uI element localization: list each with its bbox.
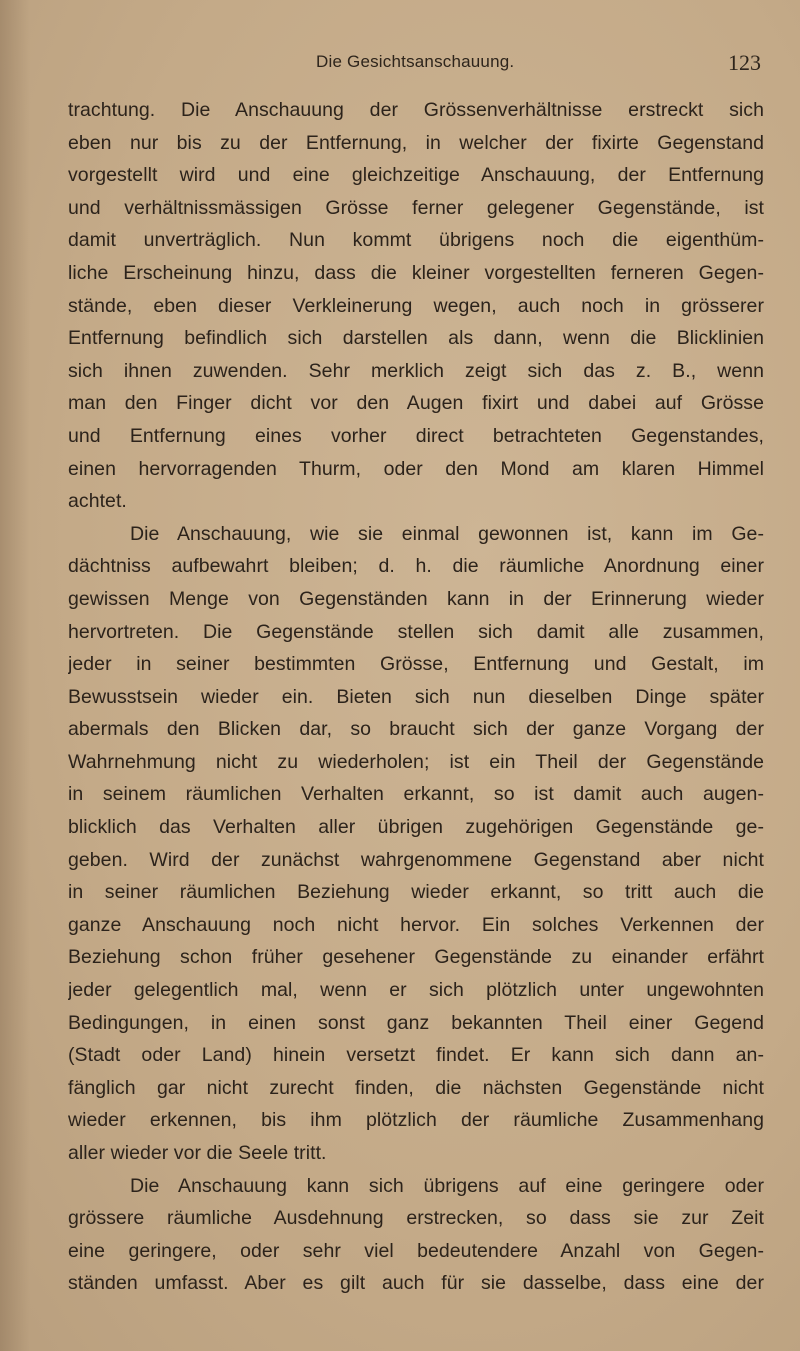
text-line: in seiner räumlichen Beziehung wieder erkannt, so tritt auch die bbox=[68, 881, 764, 904]
paragraph-start-line: Die Anschauung kann sich übrigens auf eine geringere oder bbox=[130, 1174, 764, 1197]
text-line: stände, eben dieser Verkleinerung wegen, auch noch in grösserer bbox=[68, 294, 764, 317]
text-line: (Stadt oder Land) hinein versetzt findet. Er kann sich dann an- bbox=[68, 1044, 764, 1067]
text-line: Beziehung schon früher gesehener Gegenstände zu einander erfährt bbox=[68, 946, 764, 969]
text-line: ständen umfasst. Aber es gilt auch für sie dasselbe, dass eine der bbox=[68, 1272, 764, 1295]
page-number: 123 bbox=[728, 50, 761, 75]
paragraph-start-line: Die Anschauung, wie sie einmal gewonnen ist, kann im Ge- bbox=[130, 522, 764, 545]
text-line: jeder gelegentlich mal, wenn er sich plötzlich unter ungewohnten bbox=[68, 979, 764, 1002]
text-line: gewissen Menge von Gegenständen kann in der Erinnerung wieder bbox=[68, 587, 764, 610]
text-line: blicklich das Verhalten aller übrigen zugehörigen Gegenstände ge- bbox=[68, 816, 764, 839]
text-line: abermals den Blicken dar, so braucht sich der ganze Vorgang der bbox=[68, 718, 764, 741]
text-line: jeder in seiner bestimmten Grösse, Entfernung und Gestalt, im bbox=[68, 653, 764, 676]
text-line: hervortreten. Die Gegenstände stellen sich damit alle zusammen, bbox=[68, 620, 764, 643]
text-line: vorgestellt wird und eine gleichzeitige Anschauung, der Entfernung bbox=[68, 164, 764, 187]
text-line: und verhältnissmässigen Grösse ferner gelegener Gegenstände, ist bbox=[68, 196, 764, 219]
text-line: achtet. bbox=[68, 490, 127, 513]
text-line: einen hervorragenden Thurm, oder den Mond am klaren Himmel bbox=[68, 457, 764, 480]
text-line: fänglich gar nicht zurecht finden, die nächsten Gegenstände nicht bbox=[68, 1076, 764, 1099]
text-line: Wahrnehmung nicht zu wiederholen; ist ein Theil der Gegenstände bbox=[68, 750, 764, 773]
text-line: man den Finger dicht vor den Augen fixirt und dabei auf Grösse bbox=[68, 392, 764, 415]
text-line: in seinem räumlichen Verhalten erkannt, so ist damit auch augen- bbox=[68, 783, 764, 806]
text-line: trachtung. Die Anschauung der Grössenverhältnisse erstreckt sich bbox=[68, 99, 764, 121]
text-line: und Entfernung eines vorher direct betrachteten Gegenstandes, bbox=[68, 424, 764, 447]
text-line: eine geringere, oder sehr viel bedeutendere Anzahl von Gegen- bbox=[68, 1239, 764, 1262]
text-line: wieder erkennen, bis ihm plötzlich der räumliche Zusammenhang bbox=[68, 1109, 764, 1132]
text-line: aller wieder vor die Seele tritt. bbox=[68, 1142, 327, 1164]
text-line: Bewusstsein wieder ein. Bieten sich nun dieselben Dinge später bbox=[68, 685, 764, 708]
text-line: grössere räumliche Ausdehnung erstrecken, so dass sie zur Zeit bbox=[68, 1207, 764, 1230]
text-line: dächtniss aufbewahrt bleiben; d. h. die räumliche Anordnung einer bbox=[68, 555, 764, 578]
text-line: Bedingungen, in einen sonst ganz bekannten Theil einer Gegend bbox=[68, 1011, 764, 1034]
running-head: Die Gesichtsanschauung. bbox=[316, 52, 515, 71]
text-line: geben. Wird der zunächst wahrgenommene Gegenstand aber nicht bbox=[68, 848, 764, 871]
text-line: damit unverträglich. Nun kommt übrigens noch die eigenthüm- bbox=[68, 229, 764, 252]
page-header bbox=[0, 50, 800, 80]
text-line: liche Erscheinung hinzu, dass die kleiner vorgestellten ferneren Gegen- bbox=[68, 261, 764, 284]
text-line: eben nur bis zu der Entfernung, in welcher der fixirte Gegenstand bbox=[68, 131, 764, 154]
text-line: ganze Anschauung noch nicht hervor. Ein solches Verkennen der bbox=[68, 913, 764, 936]
text-line: sich ihnen zuwenden. Sehr merklich zeigt sich das z. B., wenn bbox=[68, 359, 764, 382]
text-line: Entfernung befindlich sich darstellen als dann, wenn die Blicklinien bbox=[68, 327, 764, 350]
body-text bbox=[68, 94, 764, 1300]
